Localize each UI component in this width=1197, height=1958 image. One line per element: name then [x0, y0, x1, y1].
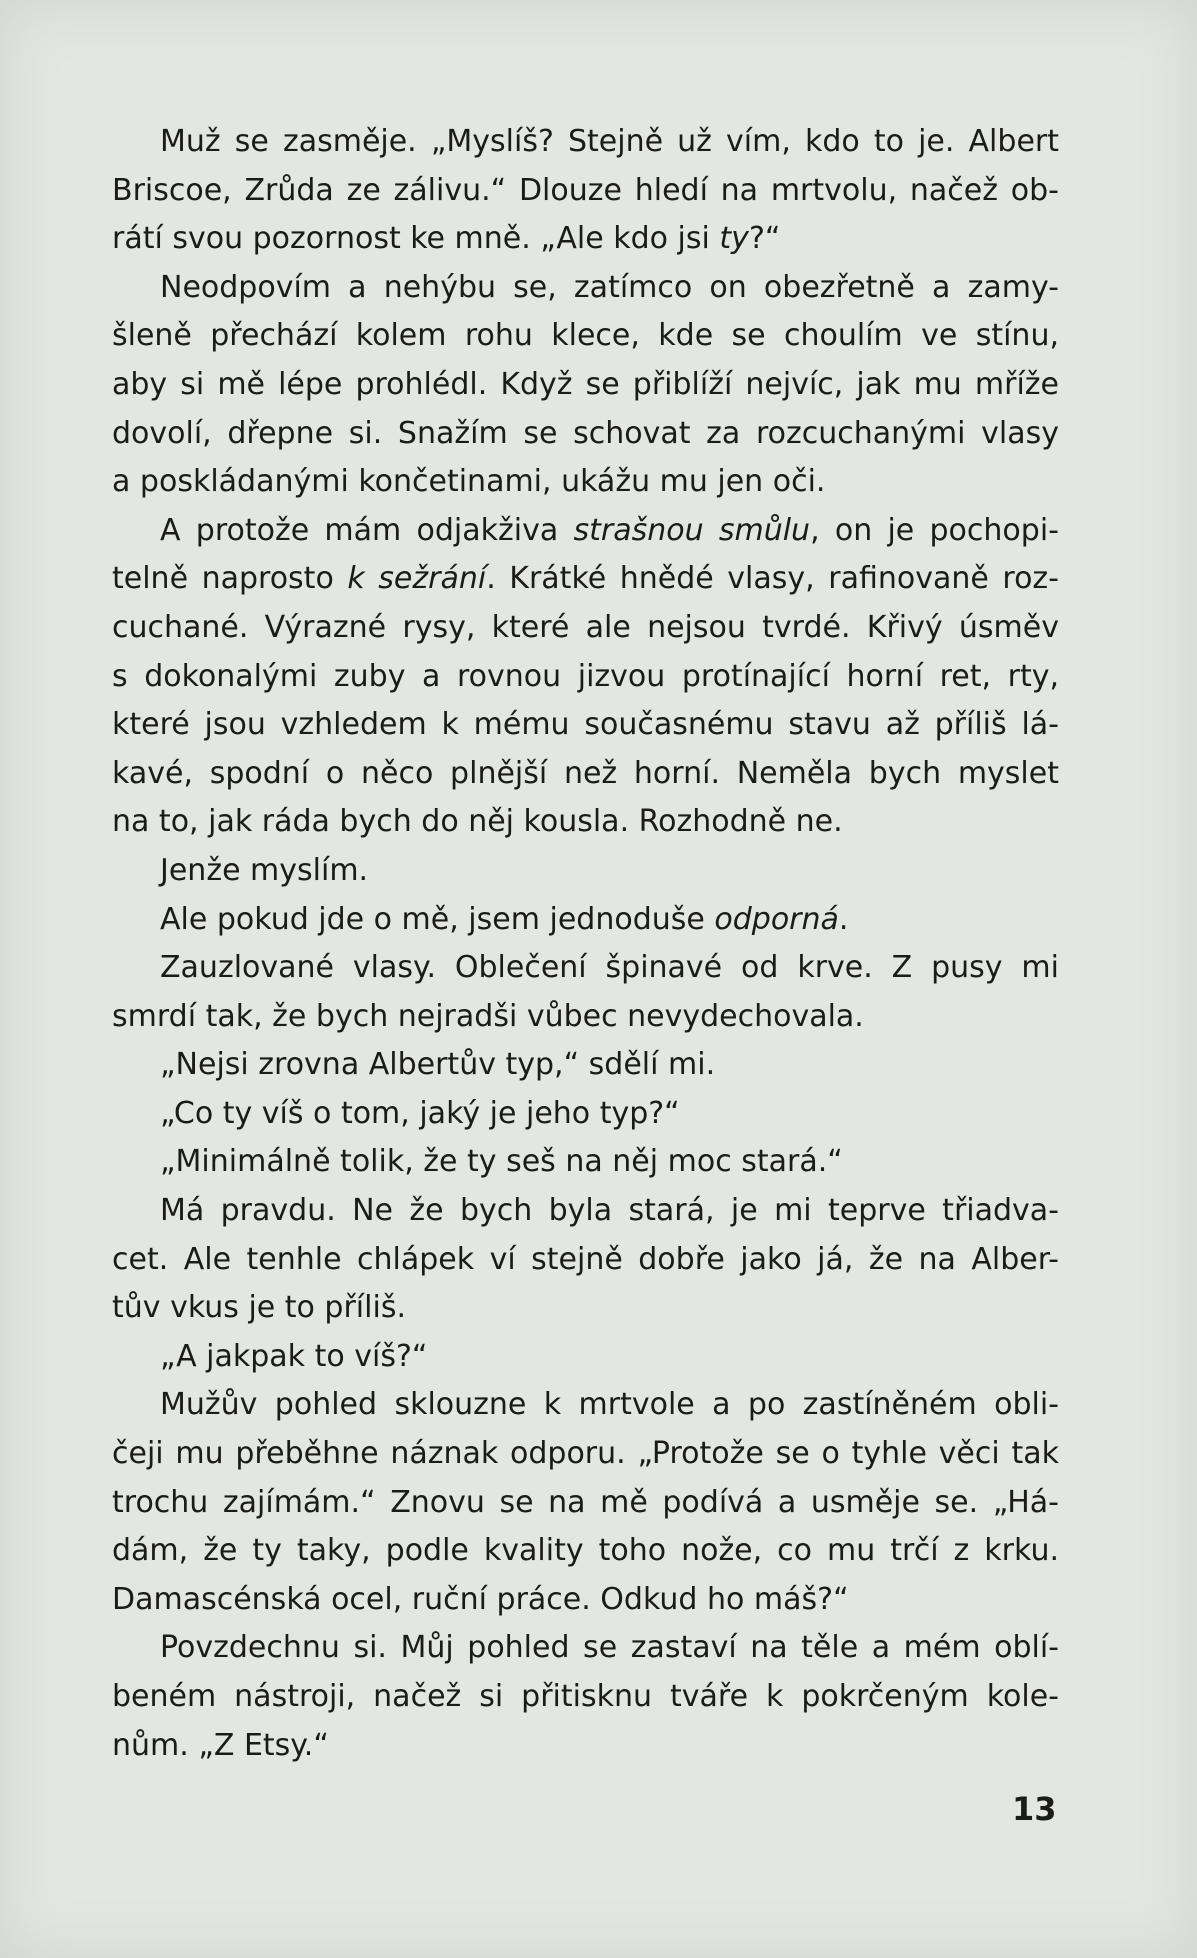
text-line: cuchané. Výrazné rysy, které ale nejsou tvrdé. Křivý úsměv — [112, 609, 1059, 645]
text-line: tův vkus je to příliš. — [112, 1290, 406, 1326]
text-line: které jsou vzhledem k mému současnému stavu až příliš lá- — [112, 707, 1059, 743]
text-line: beném nástroji, načež si přitisknu tváře k pokrčeným kole- — [112, 1679, 1059, 1714]
text-line: čeji mu přeběhne náznak odporu. „Protože se o tyhle věci tak — [112, 1436, 1059, 1472]
text-line: s dokonalými zuby a rovnou jizvou protínající horní ret, rty, — [112, 658, 1059, 694]
text-line: telně naprosto k sežrání. Krátké hnědé vlasy, rafinovaně roz- — [112, 561, 1060, 597]
text-line: Muž se zasměje. „Myslíš? Stejně už vím, kdo to je. Albert — [160, 124, 1059, 159]
text-line: „A jakpak to víš?“ — [160, 1338, 428, 1374]
text-line: a poskládanými končetinami, ukážu mu jen oči. — [112, 464, 826, 500]
text-line: aby si mě lépe prohlédl. Když se přiblíží nejvíc, jak mu mříže — [112, 366, 1059, 402]
text-line: „Nejsi zrovna Albertův typ,“ sdělí mi. — [160, 1047, 716, 1083]
text-line: Povzdechnu si. Můj pohled se zastaví na těle a mém oblí- — [160, 1630, 1059, 1666]
text-line: „Co ty víš o tom, jaký je jeho typ?“ — [160, 1095, 680, 1131]
text-line: A protože mám odjakživa strašnou smůlu, on je pochopi- — [160, 512, 1059, 548]
text-line: Damascénská ocel, ruční práce. Odkud ho máš?“ — [112, 1581, 849, 1617]
text-line: nům. „Z Etsy.“ — [112, 1727, 329, 1763]
text-line: Má pravdu. Ne že bych byla stará, je mi teprve třiadva- — [160, 1193, 1059, 1229]
text-line: dám, že ty taky, podle kvality toho nože, co mu trčí z krku. — [112, 1533, 1059, 1569]
text-line: Mužův pohled sklouzne k mrtvole a po zastíněném obli- — [160, 1387, 1059, 1423]
text-line: na to, jak ráda bych do něj kousla. Rozhodně ne. — [112, 804, 843, 840]
text-line: cet. Ale tenhle chlápek ví stejně dobře jako já, že na Alber- — [112, 1241, 1059, 1277]
text-line: Zauzlované vlasy. Oblečení špinavé od krve. Z pusy mi — [160, 950, 1059, 986]
body-text — [112, 118, 1059, 1770]
text-line: Ale pokud jde o mě, jsem jednoduše odporná. — [160, 901, 849, 937]
text-line: „Minimálně tolik, že ty seš na něj moc stará.“ — [160, 1144, 843, 1180]
text-line: dovolí, dřepne si. Snažím se schovat za rozcuchanými vlasy — [112, 415, 1059, 451]
text-line: Briscoe, Zrůda ze zálivu.“ Dlouze hledí na mrtvolu, načež ob- — [112, 172, 1059, 208]
text-line: šleně přechází kolem rohu klece, kde se choulím ve stínu, — [112, 318, 1059, 354]
text-line: kavé, spodní o něco plnější než horní. Neměla bych myslet — [112, 755, 1059, 791]
text-line: Neodpovím a nehýbu se, zatímco on obezřetně a zamy- — [160, 269, 1059, 305]
text-line: rátí svou pozornost ke mně. „Ale kdo jsi ty?“ — [112, 221, 781, 257]
text-line: Jenže myslím. — [160, 852, 369, 888]
page-number: 13 — [1012, 1790, 1057, 1828]
text-line: smrdí tak, že bych nejradši vůbec nevydechovala. — [112, 998, 864, 1034]
text-line: trochu zajímám.“ Znovu se na mě podívá a usměje se. „Há- — [112, 1484, 1059, 1520]
